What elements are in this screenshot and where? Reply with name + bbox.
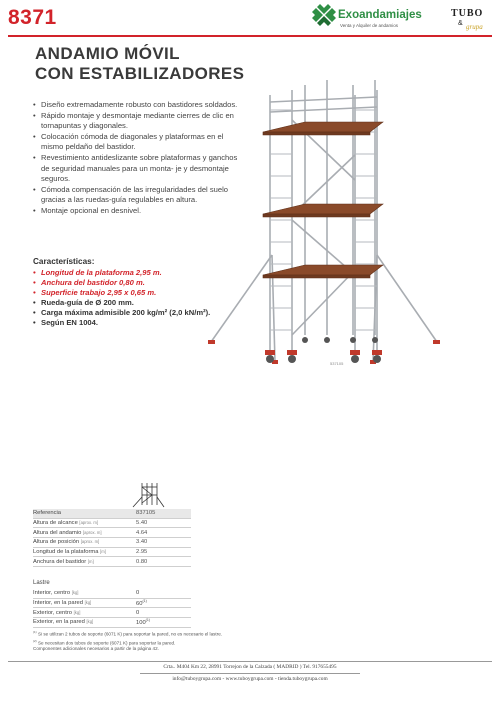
spec-unit: [m] xyxy=(100,549,106,555)
spec-value: 4.64 xyxy=(136,528,191,538)
table-row xyxy=(33,598,191,608)
table-row xyxy=(33,608,191,618)
ballast-label-cell xyxy=(33,618,136,628)
spec-value: 5.40 xyxy=(136,518,191,528)
ballast-label: Exterior, centro xyxy=(33,609,72,616)
spec-label: Anchura del bastidor xyxy=(33,558,87,565)
characteristic-item: • Superficie trabajo 2,95 x 0,65 m. xyxy=(33,288,253,298)
spec-label-cell xyxy=(33,547,136,557)
footer-web-links[interactable]: info@tuboygrupa.com - www.tuboygrupa.com - tienda.tuboygrupa.com xyxy=(172,676,328,682)
brand-name: Exoandamiajes xyxy=(338,9,422,21)
scaffold-illustration xyxy=(205,80,440,385)
ballast-value: 100 xyxy=(136,620,146,627)
ballast-value-cell xyxy=(136,598,191,608)
partner-logo-script: grupa xyxy=(466,23,483,31)
ballast-label-cell xyxy=(33,598,136,608)
table-row xyxy=(33,509,191,518)
footnote-text: Componentes adicionales necesarios a partir de la página 42. xyxy=(33,646,159,652)
header-rule xyxy=(8,35,492,37)
ballast-value: 0 xyxy=(136,609,140,616)
spec-unit: [aprox. m] xyxy=(80,539,100,545)
ballast-value-cell xyxy=(136,608,191,618)
characteristic-item: • Carga máxima admisible 200 kg/m² (2,0 kN/m²). xyxy=(33,308,253,318)
footnote-ref: (1) xyxy=(142,599,147,604)
product-title-line-1: ANDAMIO MÓVIL xyxy=(35,44,180,63)
spec-unit: [aprox. m] xyxy=(82,529,102,535)
partner-logo-word: TUBO xyxy=(451,8,484,19)
ballast-unit: [kg] xyxy=(71,590,79,596)
spec-label: Altura de posición xyxy=(33,539,80,546)
characteristics-title: Características: xyxy=(33,257,95,266)
model-number: 8371 xyxy=(8,6,57,29)
characteristic-item: • Según EN 1004. xyxy=(33,318,253,328)
footnote-mark: (1) xyxy=(33,630,37,634)
ballast-value-cell xyxy=(136,589,191,598)
partner-logo-amp: & xyxy=(458,20,463,27)
spec-label: Longitud de la plataforma xyxy=(33,549,99,556)
drawing-code: 537105 xyxy=(330,361,344,366)
ballast-value: 0 xyxy=(136,590,140,597)
scaffold-thumbnail xyxy=(130,481,166,509)
footnote-text: Si se utilizan 2 tubos de soporte (6071 K) para soportar la pared, no es necesario el lastre. xyxy=(37,631,223,637)
footer-rule xyxy=(8,661,492,662)
spec-value: 2.95 xyxy=(136,547,191,557)
brand-tagline: Venta y Alquiler de andamios xyxy=(340,23,399,28)
ballast-label: Interior, en la pared xyxy=(33,600,83,607)
footnote-mark: (2) xyxy=(33,638,37,643)
table-row xyxy=(33,589,191,598)
spec-label-cell xyxy=(33,538,136,548)
spec-unit: [aprox. m] xyxy=(79,520,99,526)
footer-rule-short xyxy=(140,673,360,674)
ballast-value: 60 xyxy=(136,600,143,607)
ballast-value-cell xyxy=(136,618,191,628)
characteristic-item: • Rueda-guía de Ø 200 mm. xyxy=(33,298,253,308)
spec-label-cell xyxy=(33,518,136,528)
spec-label-cell xyxy=(33,528,136,538)
footer-address: Crta.. M404 Km 22, 28991 Torrejon de la Calzada ( MADRID ) Tel. 917655495 xyxy=(163,664,337,670)
spec-label: Referencia xyxy=(33,509,136,518)
table-row xyxy=(33,528,191,538)
ballast-unit: [kg] xyxy=(73,609,81,615)
spec-label: Altura del andamio xyxy=(33,529,82,536)
table-row xyxy=(33,557,191,567)
feature-item: • Cómoda compensación de las irregularidades del suelo gracias a las ruedas-guía regulables en altura. xyxy=(33,185,241,206)
table-row xyxy=(33,547,191,557)
product-title-line-2: CON ESTABILIZADORES xyxy=(35,64,245,83)
ballast-unit: [kg] xyxy=(84,600,92,606)
feature-item: • Colocación cómoda de diagonales y plataformas en el mismo peldaño del bastidor. xyxy=(33,132,241,153)
ballast-label-cell xyxy=(33,589,136,598)
spec-value: 837105 xyxy=(136,509,191,518)
footnote xyxy=(33,629,313,638)
specs-table xyxy=(33,509,191,567)
spec-label: Altura de alcance xyxy=(33,520,78,527)
table-row xyxy=(33,538,191,548)
product-title xyxy=(35,44,244,84)
ballast-label: Interior, centro xyxy=(33,590,71,597)
spec-label-cell xyxy=(33,557,136,567)
spec-value: 3.40 xyxy=(136,538,191,548)
ballast-unit: [kg] xyxy=(86,619,94,625)
ballast-title: Lastre xyxy=(33,580,50,586)
ballast-label-cell xyxy=(33,608,136,618)
table-row xyxy=(33,618,191,628)
footnote-ref: (1) xyxy=(145,618,150,623)
spec-unit: [m] xyxy=(87,558,94,564)
characteristic-item: • Longitud de la plataforma 2,95 m. xyxy=(33,268,253,278)
feature-item: • Revestimiento antideslizante sobre plataformas y ganchos de seguridad manuales para un monta- je y desmontaje seguros. xyxy=(33,153,241,185)
feature-item: • Diseño extremadamente robusto con bastidores soldados. xyxy=(33,100,241,111)
spec-value: 0.80 xyxy=(136,557,191,567)
footnotes xyxy=(33,629,313,652)
footnote xyxy=(33,646,313,652)
footnote-text: Se necesitan dos tubos de soporte (6071 K) para soportar la pared. xyxy=(37,640,176,646)
feature-item: • Montaje opcional en desnivel. xyxy=(33,206,241,217)
table-row xyxy=(33,518,191,528)
feature-item: • Rápido montaje y desmontaje mediante cierres de clic en tornapuntas y diagonales. xyxy=(33,111,241,132)
ballast-table xyxy=(33,589,191,628)
characteristic-item: • Anchura del bastidor 0,80 m. xyxy=(33,278,253,288)
ballast-label: Exterior, en la pared xyxy=(33,619,85,626)
footnote xyxy=(33,638,313,647)
